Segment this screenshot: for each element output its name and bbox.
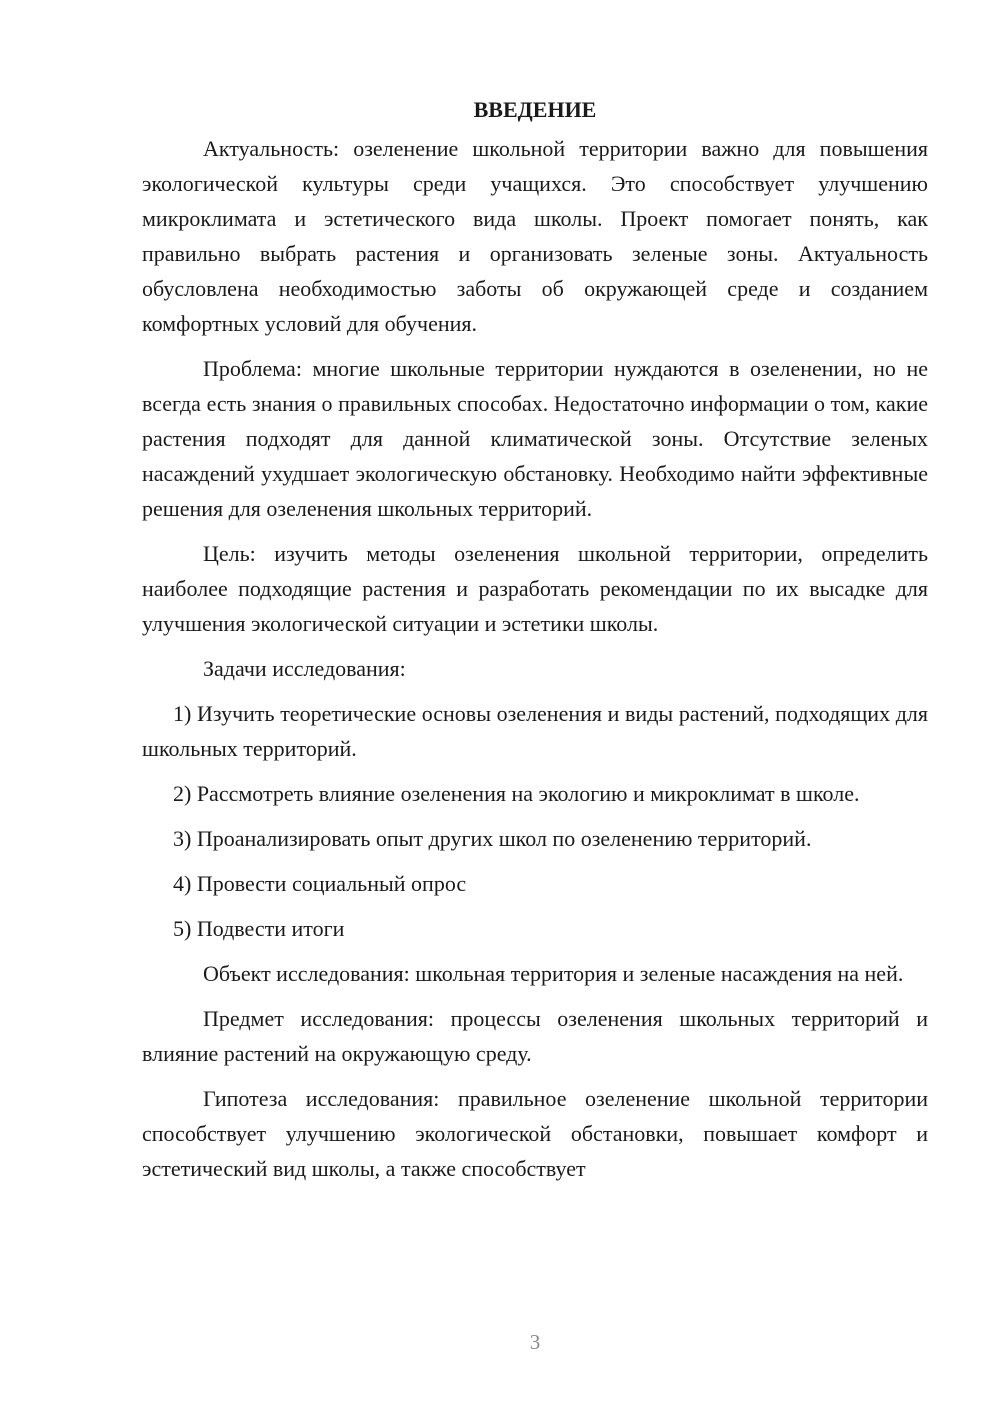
document-page — [142, 92, 928, 1196]
paragraph-goal: Цель: изучить методы озеленения школьной территории, определить наиболее подходящие растения и разработать рекомендации по их высадке для улучшения экологической ситуации и эстетики школы. — [142, 541, 928, 636]
task-item-2: 2) Рассмотреть влияние озеленения на экологию и микроклимат в школе. — [173, 781, 860, 806]
task-item-3: 3) Проанализировать опыт других школ по озеленению территорий. — [173, 826, 812, 851]
paragraph-hypothesis: Гипотеза исследования: правильное озеленение школьной территории способствует улучшению экологической обстановки, повышает комфорт и эстетический вид школы, а также способствует — [142, 1086, 928, 1181]
task-item-5: 5) Подвести итоги — [173, 916, 345, 941]
paragraph-tasks-heading: Задачи исследования: — [203, 656, 406, 681]
paragraph-object: Объект исследования: школьная территория и зеленые насаждения на ней. — [203, 961, 904, 986]
paragraph-subject: Предмет исследования: процессы озеленения школьных территорий и влияние растений на окружающую среду. — [142, 1006, 928, 1066]
paragraph-problem: Проблема: многие школьные территории нуждаются в озеленении, но не всегда есть знания о правильных способах. Недостаточно информации о том, какие растения подходят для данной климатической зоны. Отсутствие зеленых насаждений ухудшает экологическую обстановку. Необходимо найти эффективные решения для озеленения школьных территорий. — [142, 356, 928, 521]
page-number: 3 — [529, 1330, 541, 1354]
task-item-4: 4) Провести социальный опрос — [173, 871, 467, 896]
document-title: ВВЕДЕНИЕ — [473, 97, 597, 122]
paragraph-relevance: Актуальность: озеленение школьной территории важно для повышения экологической культуры среди учащихся. Это способствует улучшению микроклимата и эстетического вида школы. Проект помогает понять, как правильно выбрать растения и организовать зеленые зоны. Актуальность обусловлена необходимостью заботы об окружающей среде и созданием комфортных условий для обучения. — [142, 136, 928, 336]
task-item-1: 1) Изучить теоретические основы озеленения и виды растений, подходящих для школьных территорий. — [142, 701, 928, 761]
